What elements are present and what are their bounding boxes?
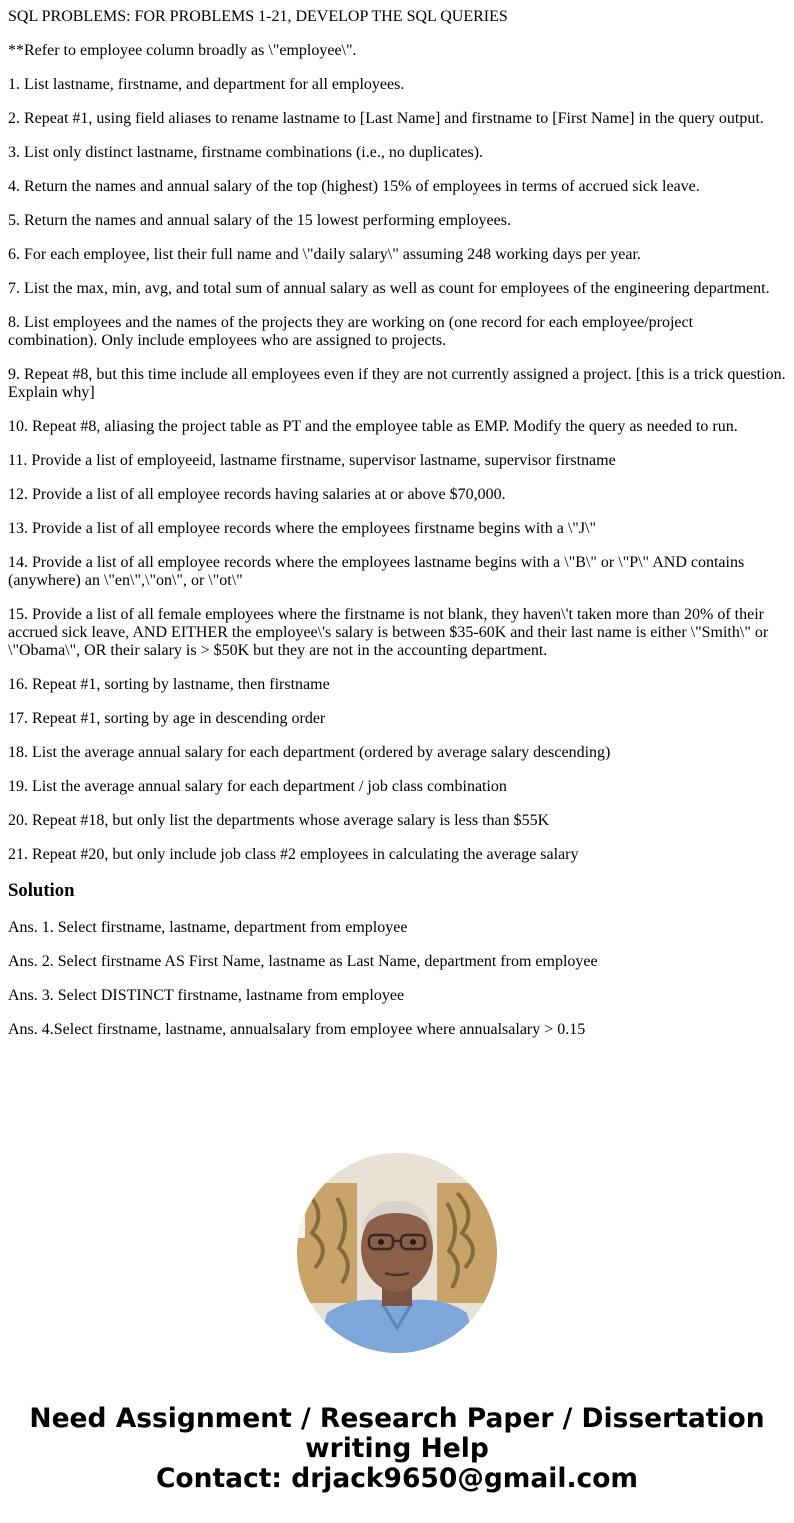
footer-line-1: Need Assignment / Research Paper / Dissertation [29, 1403, 765, 1434]
problem-7: 7. List the max, min, avg, and total sum of annual salary as well as count for employees of the engineering department. [8, 280, 770, 297]
document-body [8, 8, 786, 1055]
problem-18: 18. List the average annual salary for each department (ordered by average salary descending) [8, 744, 611, 761]
problem-15: 15. Provide a list of all female employees where the firstname is not blank, they haven\'t taken more than 20% of their accrued sick leave, AND EITHER the employee\'s salary is between $35-60K and their last name is either \"Smith\" or \"Obama\", OR their salary is > $50K but they are not in the accounting department. [8, 606, 769, 659]
problem-5: 5. Return the names and annual salary of the 15 lowest performing employees. [8, 212, 511, 229]
answer-3: Ans. 3. Select DISTINCT firstname, lastname from employee [8, 987, 405, 1004]
problem-19: 19. List the average annual salary for each department / job class combination [8, 778, 507, 795]
problem-1: 1. List lastname, firstname, and department for all employees. [8, 76, 405, 93]
solution-heading: Solution [8, 880, 75, 901]
problem-17: 17. Repeat #1, sorting by age in descending order [8, 710, 326, 727]
problem-13: 13. Provide a list of all employee records where the employees firstname begins with a \"J\" [8, 520, 597, 537]
footer-line-2: writing Help [305, 1433, 489, 1464]
problem-10: 10. Repeat #8, aliasing the project table as PT and the employee table as EMP. Modify the query as needed to run. [8, 418, 738, 435]
problem-9: 9. Repeat #8, but this time include all employees even if they are not currently assigned a project. [this is a trick question. Explain why] [8, 366, 786, 401]
problem-21: 21. Repeat #20, but only include job class #2 employees in calculating the average salary [8, 846, 579, 863]
problem-16: 16. Repeat #1, sorting by lastname, then firstname [8, 676, 330, 693]
answer-4: Ans. 4.Select firstname, lastname, annualsalary from employee where annualsalary > 0.15 [8, 1021, 586, 1038]
footer-contact: Contact: drjack9650@gmail.com [155, 1463, 639, 1494]
problem-6: 6. For each employee, list their full name and \"daily salary\" assuming 248 working days per year. [8, 246, 641, 263]
problem-20: 20. Repeat #18, but only list the departments whose average salary is less than $55K [8, 812, 550, 829]
problem-4: 4. Return the names and annual salary of the top (highest) 15% of employees in terms of accrued sick leave. [8, 178, 700, 195]
author-photo-illustration [297, 1153, 497, 1353]
photo-eye-right [410, 1239, 416, 1245]
photo-frame-right [437, 1183, 497, 1303]
problem-3: 3. List only distinct lastname, firstname combinations (i.e., no duplicates). [8, 144, 484, 161]
problem-2: 2. Repeat #1, using field aliases to rename lastname to [Last Name] and firstname to [First Name] in the query output. [8, 110, 764, 127]
author-photo [297, 1153, 497, 1353]
problem-12: 12. Provide a list of all employee records having salaries at or above $70,000. [8, 486, 506, 503]
answer-1: Ans. 1. Select firstname, lastname, department from employee [8, 919, 408, 936]
problem-11: 11. Provide a list of employeeid, lastname firstname, supervisor lastname, supervisor firstname [8, 452, 616, 469]
problem-14: 14. Provide a list of all employee records where the employees lastname begins with a \"B\" or \"P\" AND contains (anywhere) an \"en\",\"on\", or \"ot\" [8, 554, 745, 589]
answer-2: Ans. 2. Select firstname AS First Name, lastname as Last Name, department from employee [8, 953, 598, 970]
document-note: **Refer to employee column broadly as \"employee\". [8, 42, 357, 59]
problem-8: 8. List employees and the names of the projects they are working on (one record for each employee/project combination). Only include employees who are assigned to projects. [8, 314, 694, 349]
photo-eye-left [378, 1239, 384, 1245]
photo-switchboard [297, 1198, 305, 1238]
document-heading: SQL PROBLEMS: FOR PROBLEMS 1-21, DEVELOP THE SQL QUERIES [8, 8, 508, 25]
photo-frame-left [297, 1183, 357, 1303]
footer-banner [0, 1404, 794, 1494]
